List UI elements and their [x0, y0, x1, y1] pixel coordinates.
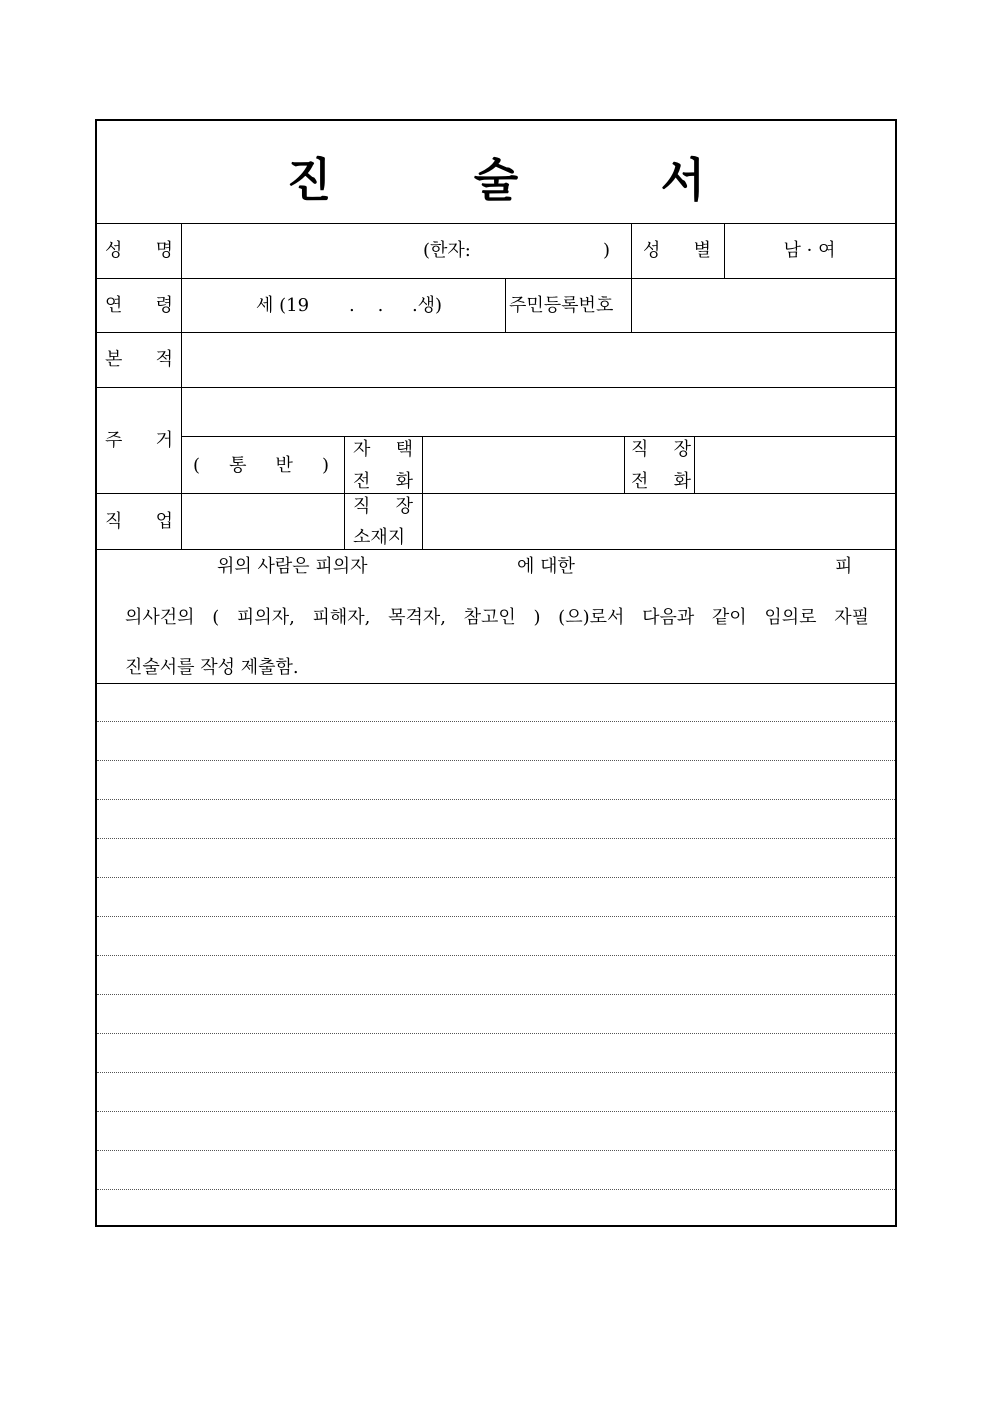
title-char-3: 서	[660, 153, 705, 207]
label-work-location-1	[353, 498, 413, 516]
title-char-1: 진	[287, 153, 332, 207]
label-char: 화	[673, 471, 691, 492]
label-char: 통	[229, 455, 247, 476]
gender-value[interactable]: 남 · 여	[783, 240, 836, 261]
label-char: 성	[643, 240, 661, 261]
label-char: 장	[673, 439, 691, 460]
label-occupation	[105, 513, 173, 531]
divider	[505, 278, 506, 332]
statement-line2: 의사건의 ( 피의자, 피해자, 목격자, 참고인 ) (으)로서 다음과 같이 임의로 자필	[125, 607, 869, 628]
label-char: 장	[395, 496, 413, 517]
divider	[181, 436, 895, 437]
hanja-close: )	[603, 240, 611, 261]
divider	[97, 493, 895, 494]
writing-line[interactable]	[97, 1150, 895, 1151]
writing-line[interactable]	[97, 955, 895, 956]
label-char: 업	[155, 511, 173, 532]
writing-line[interactable]	[97, 799, 895, 800]
divider	[97, 683, 895, 684]
divider	[422, 436, 423, 549]
divider	[624, 436, 625, 493]
statement-line3: 진술서를 작성 제출함.	[125, 657, 299, 678]
label-work-location-2: 소재지	[353, 527, 406, 548]
divider	[631, 223, 632, 278]
label-char: 전	[353, 471, 371, 492]
divider	[631, 278, 632, 332]
label-domicile	[105, 351, 173, 369]
label-name	[105, 242, 173, 260]
label-address	[105, 432, 173, 450]
label-char: 직	[105, 511, 123, 532]
label-char: 주	[105, 430, 123, 451]
divider	[97, 278, 895, 279]
writing-line[interactable]	[97, 760, 895, 761]
writing-line[interactable]	[97, 916, 895, 917]
label-char: 성	[105, 240, 123, 261]
statement-line1-c: 피	[835, 556, 853, 577]
label-work-phone-2	[631, 473, 691, 491]
age-dots: . . .생)	[349, 295, 443, 316]
writing-line[interactable]	[97, 994, 895, 995]
writing-line[interactable]	[97, 1189, 895, 1190]
label-home-phone-1	[353, 441, 413, 459]
statement-form	[95, 119, 897, 1227]
age-value: 세 (19	[256, 295, 310, 316]
divider	[97, 223, 895, 224]
title-char-2: 술	[473, 153, 519, 207]
divider	[97, 549, 895, 550]
label-char: 자	[353, 439, 371, 460]
divider	[97, 332, 895, 333]
label-char: 거	[155, 430, 173, 451]
label-char: 적	[155, 349, 173, 370]
label-char: 전	[631, 471, 649, 492]
label-work-phone-1	[631, 441, 691, 459]
label-char: 명	[155, 240, 173, 261]
statement-line1-b: 에 대한	[517, 556, 575, 577]
label-char: 직	[353, 496, 371, 517]
writing-line[interactable]	[97, 1072, 895, 1073]
label-age	[105, 297, 173, 315]
form-title	[97, 153, 895, 209]
tong-ban	[193, 457, 329, 475]
divider	[181, 223, 182, 549]
writing-line[interactable]	[97, 838, 895, 839]
divider	[97, 387, 895, 388]
label-char: (	[193, 455, 201, 476]
label-char: 직	[631, 439, 649, 460]
label-char: 반	[275, 455, 293, 476]
label-char: 령	[155, 295, 173, 316]
statement-line1-a: 위의 사람은 피의자	[217, 556, 368, 577]
label-char: )	[321, 455, 329, 476]
writing-line[interactable]	[97, 1111, 895, 1112]
divider	[344, 436, 345, 549]
label-char: 별	[693, 240, 711, 261]
label-char: 연	[105, 295, 123, 316]
label-resident-no: 주민등록번호	[509, 295, 614, 316]
label-char: 화	[395, 471, 413, 492]
hanja-label: (한자:	[423, 240, 471, 261]
label-gender	[643, 242, 711, 260]
label-char: 본	[105, 349, 123, 370]
writing-line[interactable]	[97, 877, 895, 878]
divider	[694, 436, 695, 493]
writing-line[interactable]	[97, 721, 895, 722]
writing-line[interactable]	[97, 1033, 895, 1034]
label-char: 택	[395, 439, 413, 460]
label-home-phone-2	[353, 473, 413, 491]
